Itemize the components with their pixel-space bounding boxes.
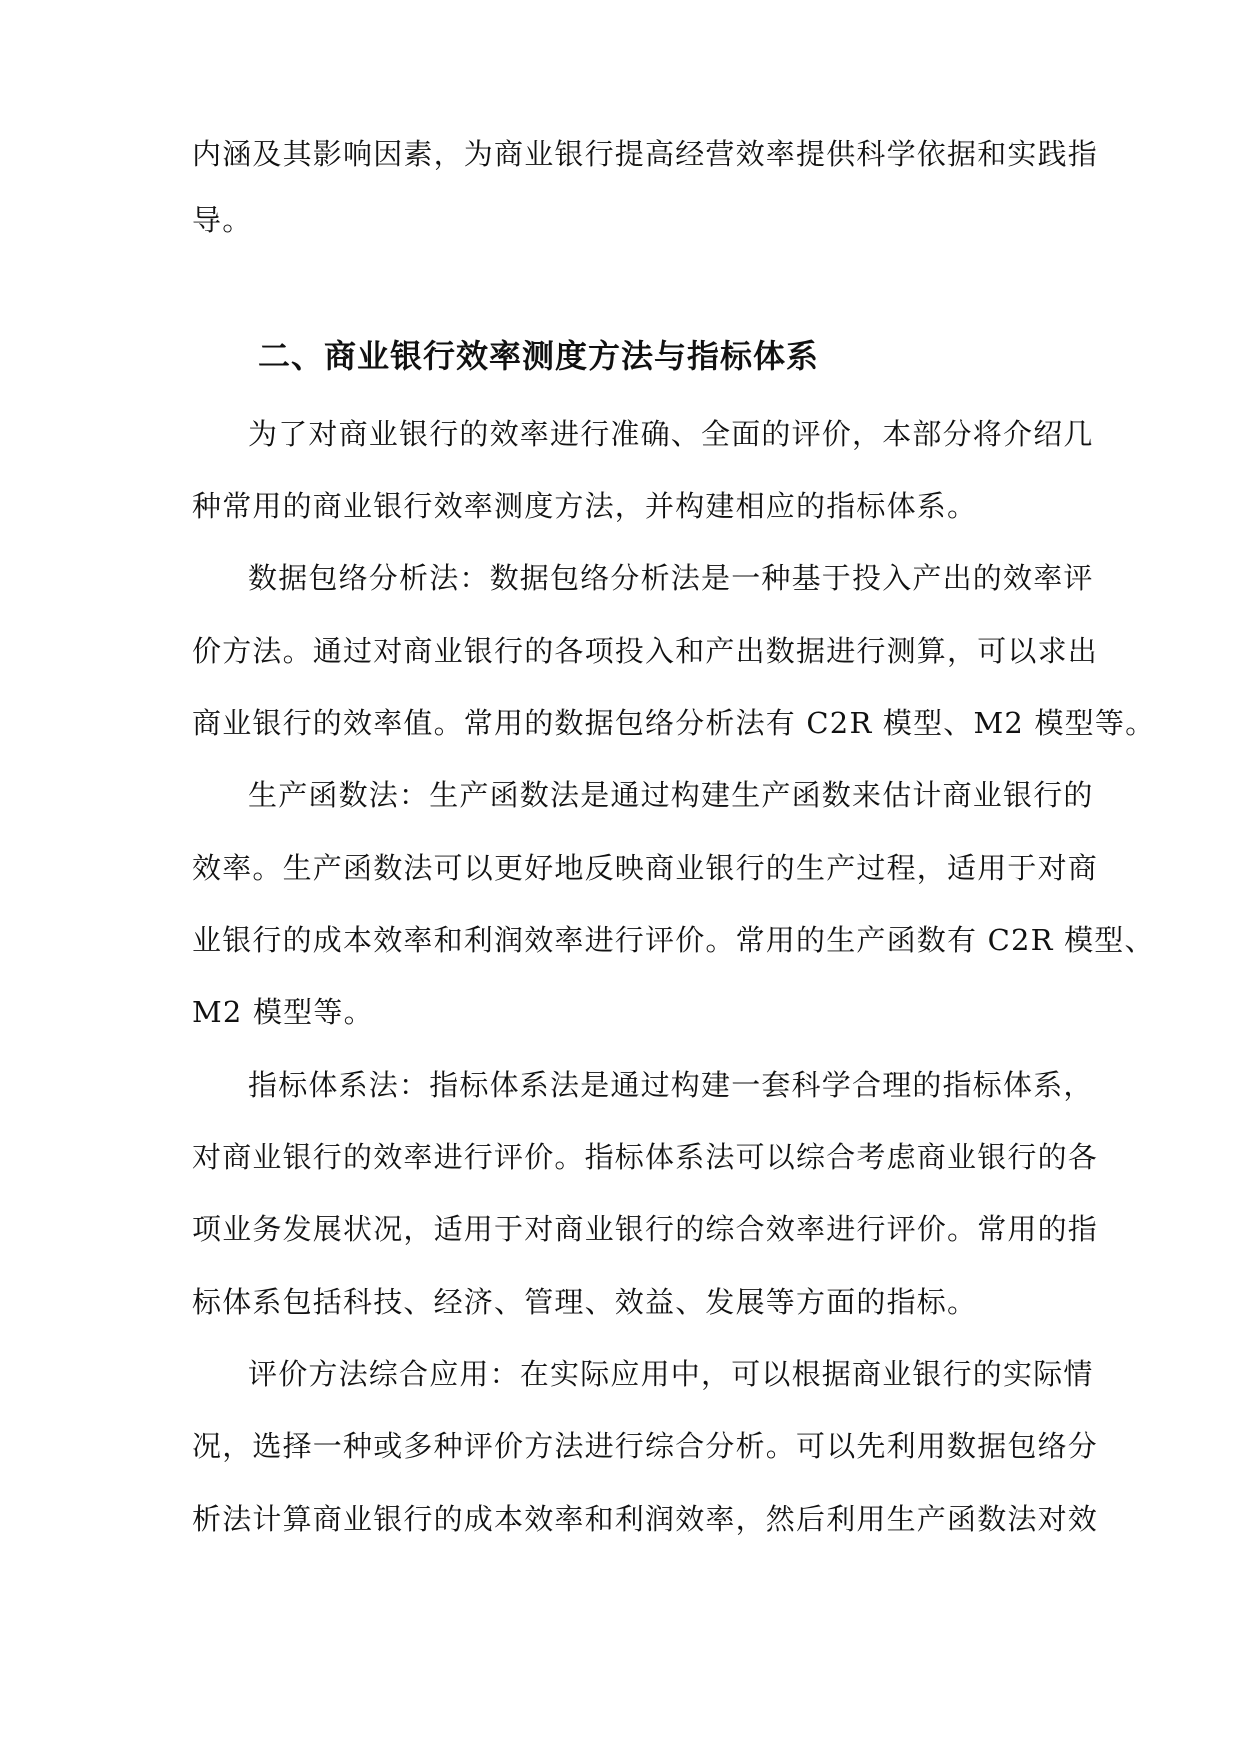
paragraph-line: 数据包络分析法：数据包络分析法是一种基于投入产出的效率评	[248, 561, 1094, 595]
paragraph-line: 析法计算商业银行的成本效率和利润效率，然后利用生产函数法对效	[192, 1502, 1099, 1536]
paragraph-line: 价方法。通过对商业银行的各项投入和产出数据进行测算，可以求出	[192, 634, 1099, 668]
paragraph-line: 生产函数法：生产函数法是通过构建生产函数来估计商业银行的	[248, 778, 1094, 812]
paragraph-line: 为了对商业银行的效率进行准确、全面的评价，本部分将介绍几	[248, 417, 1094, 451]
section-heading: 二、商业银行效率测度方法与指标体系	[258, 337, 820, 375]
paragraph-line: 业银行的成本效率和利润效率进行评价。常用的生产函数有 C2R 模型、	[192, 923, 1155, 957]
paragraph-line: 种常用的商业银行效率测度方法，并构建相应的指标体系。	[192, 489, 978, 523]
paragraph-line: 况，选择一种或多种评价方法进行综合分析。可以先利用数据包络分	[192, 1429, 1099, 1463]
paragraph-line: 效率。生产函数法可以更好地反映商业银行的生产过程，适用于对商	[192, 851, 1099, 885]
paragraph-line: 指标体系法：指标体系法是通过构建一套科学合理的指标体系，	[248, 1068, 1094, 1102]
paragraph-line: 标体系包括科技、经济、管理、效益、发展等方面的指标。	[192, 1285, 978, 1319]
paragraph-line: 项业务发展状况，适用于对商业银行的综合效率进行评价。常用的指	[192, 1212, 1099, 1246]
intro-line: 内涵及其影响因素，为商业银行提高经营效率提供科学依据和实践指	[192, 137, 1099, 171]
paragraph-line: 对商业银行的效率进行评价。指标体系法可以综合考虑商业银行的各	[192, 1140, 1099, 1174]
paragraph-line: M2 模型等。	[192, 995, 374, 1029]
paragraph-line: 商业银行的效率值。常用的数据包络分析法有 C2R 模型、M2 模型等。	[192, 706, 1156, 740]
intro-line: 导。	[192, 203, 253, 237]
paragraph-line: 评价方法综合应用：在实际应用中，可以根据商业银行的实际情	[248, 1357, 1094, 1391]
